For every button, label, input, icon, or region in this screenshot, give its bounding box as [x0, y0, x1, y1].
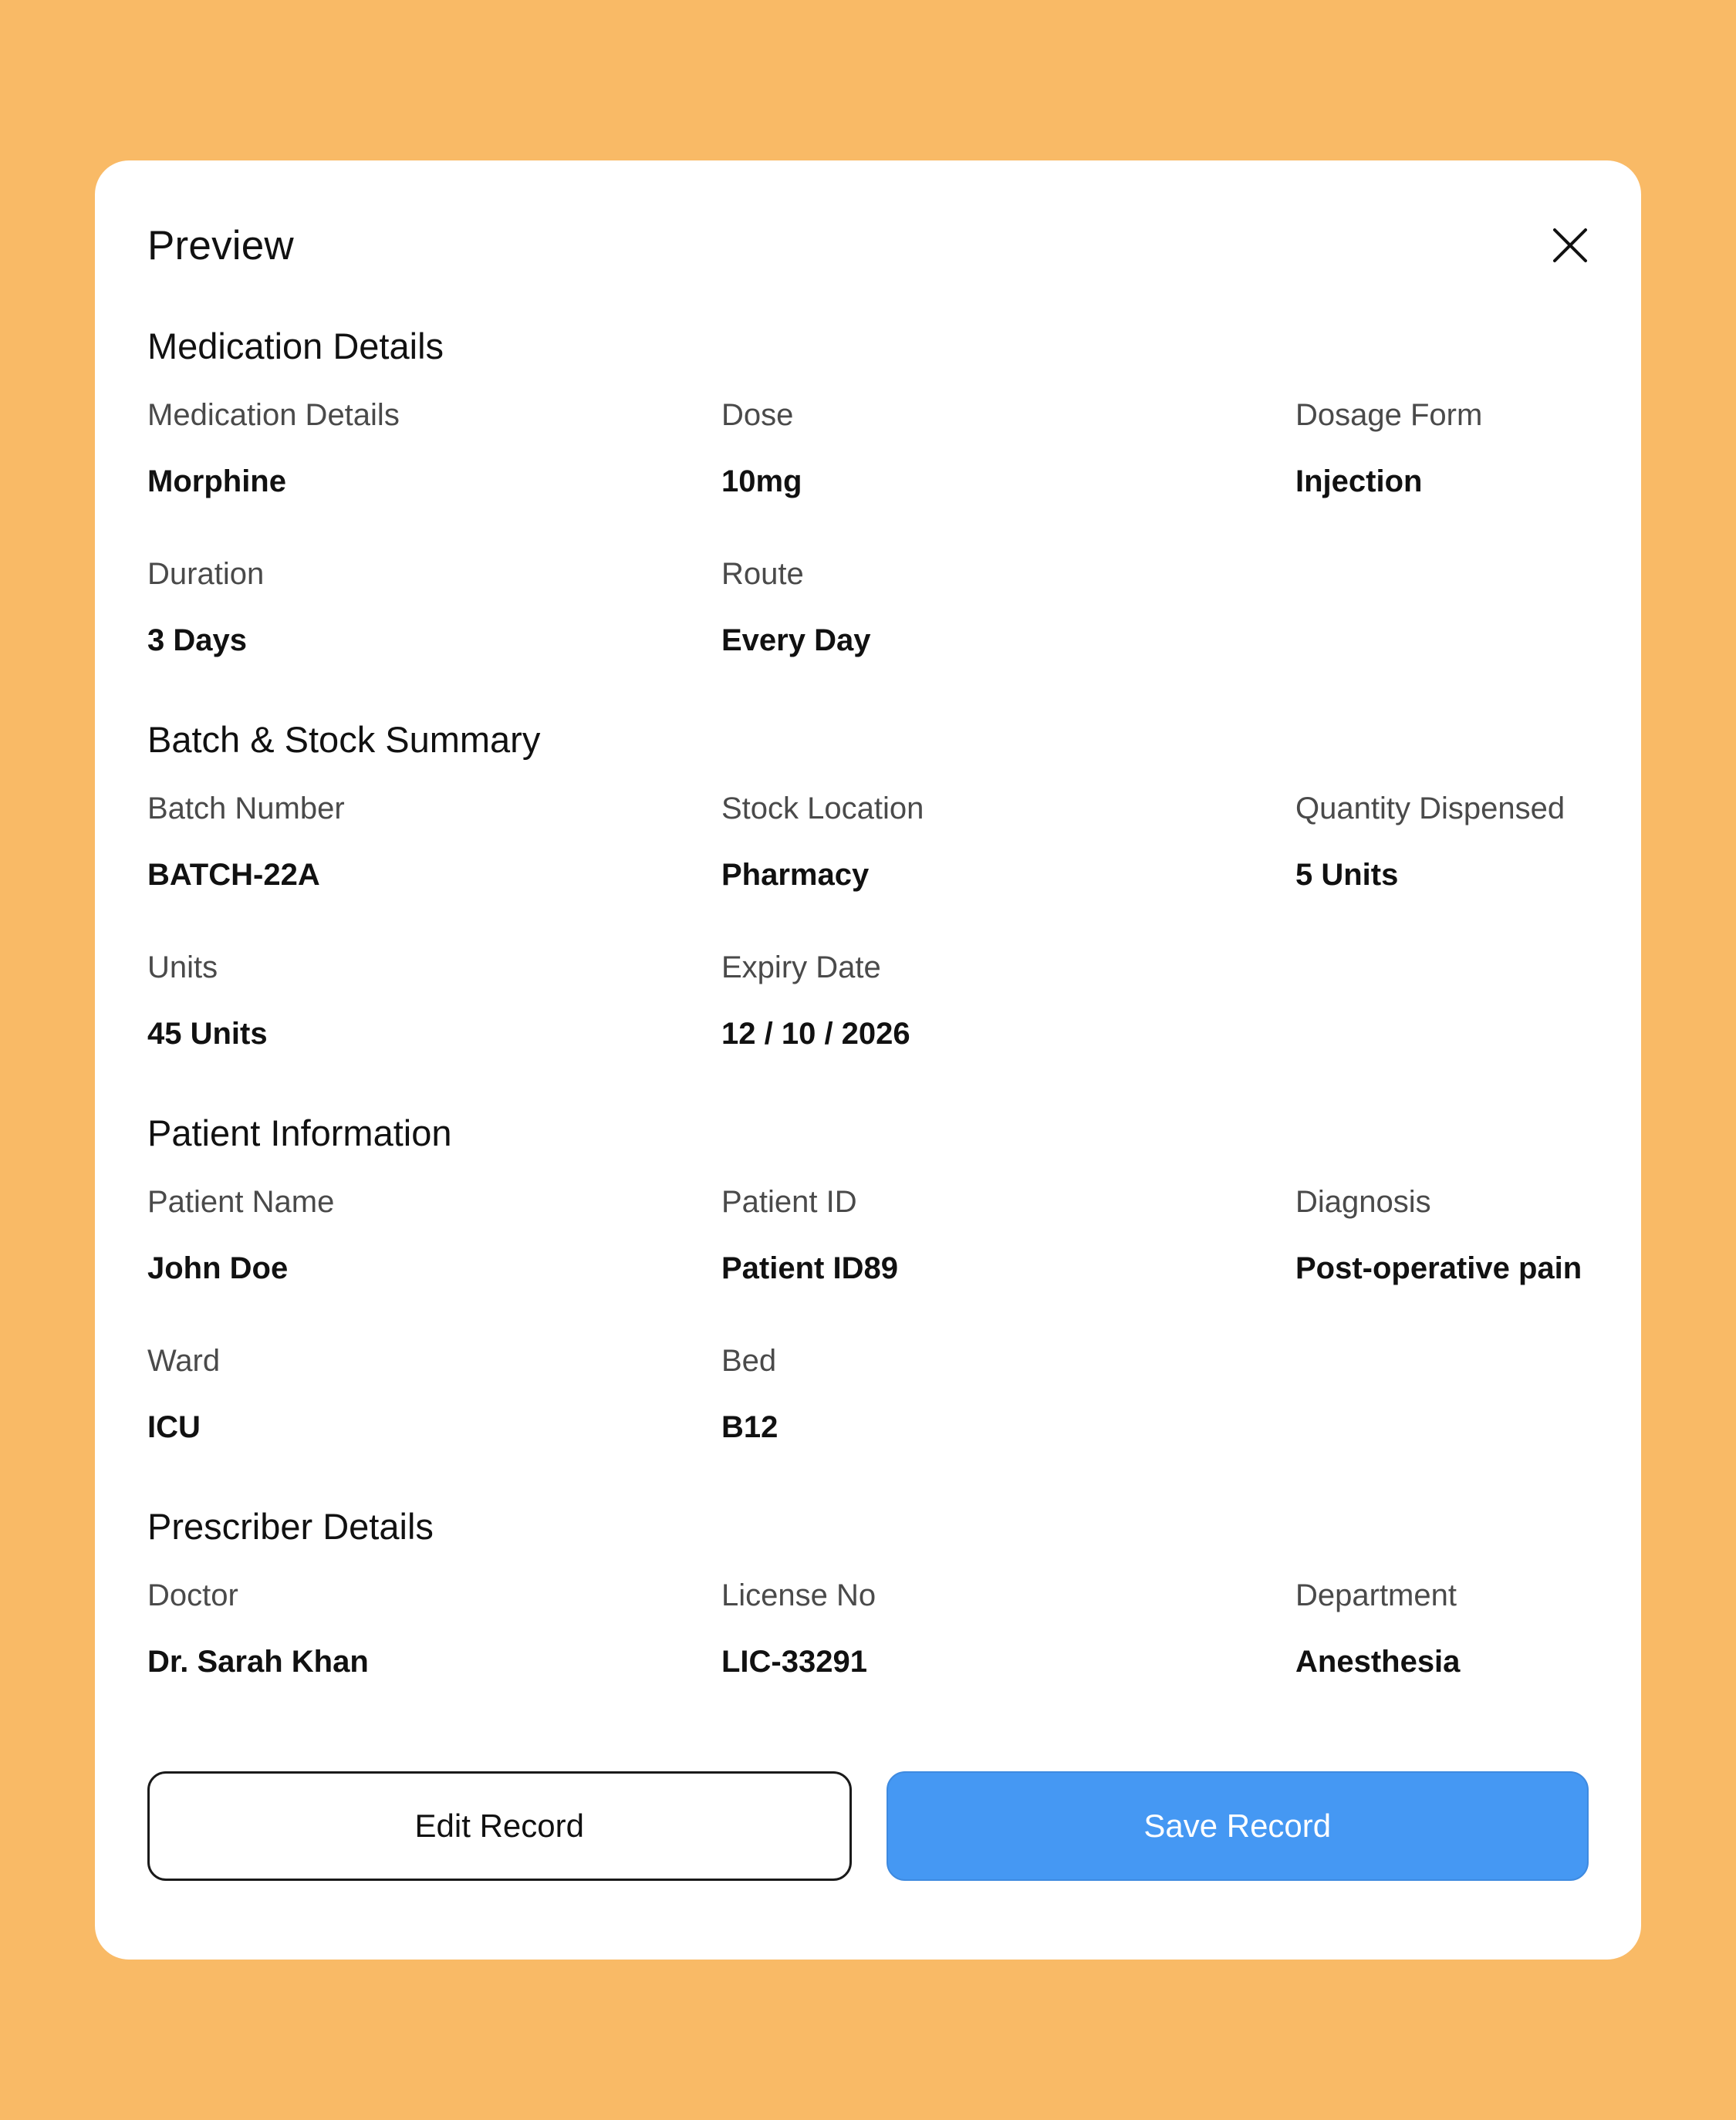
field-label: Medication Details	[147, 398, 400, 432]
field-grid	[147, 764, 1589, 1085]
field-value: Dr. Sarah Khan	[147, 1645, 369, 1679]
field-label: Batch Number	[147, 792, 345, 825]
section-medication-details	[147, 322, 1589, 691]
field-value: BATCH-22A	[147, 858, 320, 892]
save-record-button[interactable]: Save Record	[887, 1771, 1589, 1881]
field-license-no	[721, 1551, 1295, 1711]
modal-header	[147, 207, 1589, 284]
field-label: Dose	[721, 398, 794, 432]
modal-title: Preview	[147, 222, 294, 268]
field-label: Bed	[721, 1344, 777, 1378]
section-patient-information	[147, 1109, 1589, 1478]
field-department	[1295, 1551, 1589, 1711]
field-value: Patient ID89	[721, 1251, 898, 1285]
field-route	[721, 531, 1295, 691]
edit-record-button[interactable]: Edit Record	[147, 1771, 852, 1881]
field-label: Doctor	[147, 1578, 238, 1612]
field-label: Dosage Form	[1295, 398, 1483, 432]
field-label: License No	[721, 1578, 876, 1612]
field-patient-name	[147, 1157, 721, 1318]
field-duration	[147, 531, 721, 691]
section-title: Medication Details	[147, 326, 444, 366]
field-medication-details	[147, 370, 721, 531]
field-label: Patient ID	[721, 1185, 857, 1219]
field-quantity-dispensed	[1295, 764, 1589, 924]
section-prescriber-details	[147, 1503, 1589, 1711]
field-value: Post-operative pain	[1295, 1251, 1582, 1285]
field-grid	[147, 370, 1589, 691]
field-label: Stock Location	[721, 792, 924, 825]
field-value: 3 Days	[147, 623, 247, 657]
field-label: Expiry Date	[721, 950, 881, 984]
field-diagnosis	[1295, 1157, 1589, 1318]
field-label: Units	[147, 950, 218, 984]
close-button[interactable]	[1545, 221, 1595, 270]
field-value: Morphine	[147, 464, 286, 498]
field-value: Every Day	[721, 623, 871, 657]
section-title: Prescriber Details	[147, 1506, 434, 1547]
field-stock-location	[721, 764, 1295, 924]
field-label: Route	[721, 557, 804, 591]
field-value: ICU	[147, 1410, 201, 1444]
preview-modal	[95, 160, 1641, 1960]
field-bed	[721, 1318, 1295, 1478]
field-value: B12	[721, 1410, 778, 1444]
field-doctor	[147, 1551, 721, 1711]
field-batch-number	[147, 764, 721, 924]
field-dose	[721, 370, 1295, 531]
field-label: Patient Name	[147, 1185, 335, 1219]
field-label: Ward	[147, 1344, 221, 1378]
field-value: John Doe	[147, 1251, 289, 1285]
field-grid	[147, 1551, 1589, 1711]
field-dosage-form	[1295, 370, 1589, 531]
section-title: Batch & Stock Summary	[147, 719, 541, 760]
field-value: Pharmacy	[721, 858, 870, 892]
field-value: LIC-33291	[721, 1645, 867, 1679]
field-grid	[147, 1157, 1589, 1478]
field-label: Department	[1295, 1578, 1457, 1612]
field-units	[147, 924, 721, 1085]
field-value: Injection	[1295, 464, 1423, 498]
field-value: 10mg	[721, 464, 802, 498]
field-value: 5 Units	[1295, 858, 1399, 892]
field-expiry-date	[721, 924, 1295, 1085]
section-batch-stock-summary	[147, 716, 1589, 1085]
section-title: Patient Information	[147, 1112, 452, 1153]
field-label: Diagnosis	[1295, 1185, 1431, 1219]
field-label: Quantity Dispensed	[1295, 792, 1565, 825]
field-value: 45 Units	[147, 1017, 268, 1051]
field-patient-id	[721, 1157, 1295, 1318]
close-icon	[1552, 228, 1588, 263]
modal-footer	[147, 1771, 1589, 1881]
field-value: Anesthesia	[1295, 1645, 1461, 1679]
field-label: Duration	[147, 557, 265, 591]
field-value: 12 / 10 / 2026	[721, 1017, 910, 1051]
field-ward	[147, 1318, 721, 1478]
